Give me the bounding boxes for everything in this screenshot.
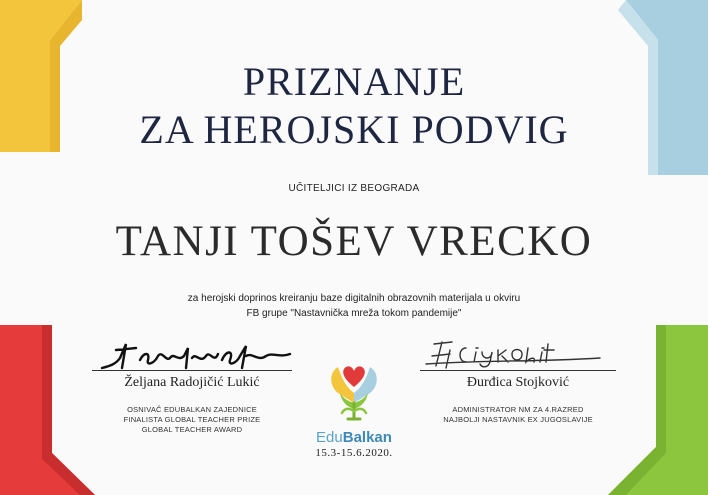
signature-right-handwritten	[420, 336, 610, 372]
signatory-right-name: Đurđica Stojković	[466, 375, 570, 390]
signatory-left-role-1: OSNIVAČ EDUBALKAN ZAJEDNICE	[127, 405, 257, 414]
recipient-subtitle: UČITELJICI IZ BEOGRADA	[288, 183, 420, 194]
description-line-1: za herojski doprinos kreiranju baze digitalnih obrazovnih materijala u okviru	[187, 293, 521, 304]
title-line-1: PRIZNANJE	[242, 59, 466, 104]
signature-line-left	[92, 370, 292, 371]
title-line-2: ZA HEROJSKI PODVIG	[139, 107, 569, 152]
signatory-right-role-2: NAJBOLJI NASTAVNIK EX JUGOSLAVIJE	[443, 415, 593, 424]
signatory-left-role-2: FINALISTA GLOBAL TEACHER PRIZE	[123, 415, 261, 424]
certificate-date: 15.3-15.6.2020.	[315, 447, 393, 459]
logo-brand-name	[0, 429, 708, 446]
recipient-name: TANJI TOŠEV VRECKO	[115, 218, 593, 265]
heart-hands-icon	[324, 357, 384, 423]
signatory-left-name: Željana Radojičić Lukić	[124, 375, 260, 390]
signatory-left-role-3: GLOBAL TEACHER AWARD	[141, 425, 243, 434]
signatory-right-role-1: ADMINISTRATOR NM ZA 4.RAZRED	[452, 405, 584, 414]
logo-brand-edu: Edu	[316, 429, 343, 446]
logo-brand-balkan: Balkan	[342, 429, 392, 446]
signature-line-right	[420, 370, 616, 371]
description-line-2: FB grupe "Nastavnička mreža tokom pandemije"	[246, 308, 462, 319]
signature-left-handwritten	[96, 338, 296, 374]
